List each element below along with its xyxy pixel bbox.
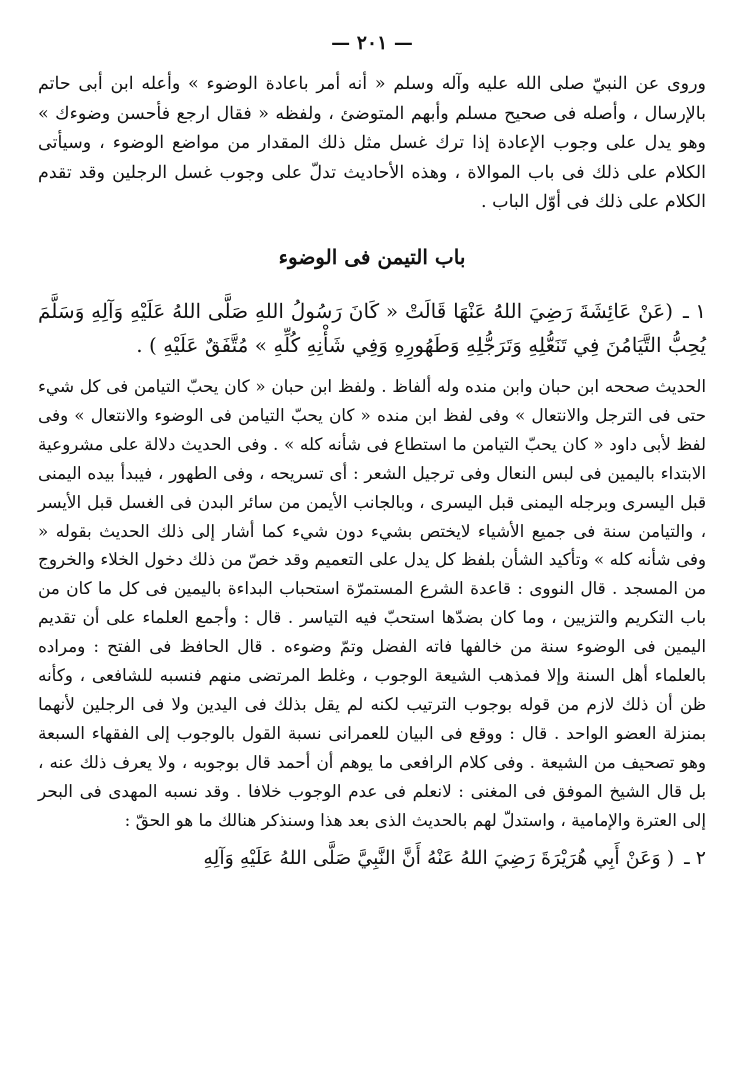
document-page [38,30,706,884]
commentary [38,372,706,835]
intro-text: وروى عن النبيّ صلى الله عليه وآله وسلم « أنه أمر باعادة الوضوء » وأعله ابن أبى حاتم بالإرسال ، وأصله فى صحيح مسلم وأبهم المتوضئ ، ولفظه « فقال ارجع فأحسن وضوءك » وهو يدل على وجوب الإعادة إذا ترك غسل مثل ذلك المقدار من مواضع الوضوء ، وسيأتى الكلام على ذلك فى باب الموالاة ، وهذه الأحاديث تدلّ على وجوب غسل الرجلين وقد تقدم الكلام على ذلك فى أوّل الباب . [38,74,706,213]
hadith-number: ١ ـ [683,298,706,323]
commentary-text: الحديث صححه ابن حبان وابن منده وله ألفاظ . ولفظ ابن حبان « كان يحبّ التيامن فى كل شيء حتى فى الترجل والانتعال » وفى لفظ ابن منده « كان يحبّ التيامن فى الوضوء والانتعال » وفى لفظ لأبى داود « كان يحبّ التيامن ما استطاع فى شأنه كله » . وفى الحديث دلالة على مشروعية الابتداء باليمين فى لبس النعال وفى ترجيل الشعر : أى تسريحه ، وفى الطهور ، فيبدأ بيده اليمنى قبل اليسرى وبرجله اليمنى قبل اليسرى ، وبالجانب الأيمن من سائر البدن فى الغسل قبل الأيسر ، والتيامن سنة فى جميع الأشياء لايختص بشيء دون شيء كما أشار إلى ذلك الحديث بقوله « وفى شأنه كله » وتأكيد الشأن بلفظ كل يدل على التعميم وقد خصّ من ذلك دخول الخلاء والخروج من المسجد . قال النووى : قاعدة الشرع المستمرّة استحباب البداءة باليمين فى كل ما كان من باب التكريم والتزيين ، وما كان بضدّها استحبّ فيه التياسر . قال : وأجمع العلماء على أن تقديم اليمين فى الوضوء سنة من خالفها فاته الفضل وتمّ وضوءه . قال الحافظ فى الفتح : ومراده بالعلماء أهل السنة وإلا فمذهب الشيعة الوجوب ، وغلط المرتضى منهم فنسبه للشافعى ، وكأنه ظن أن ذلك لازم من قوله بوجوب الترتيب لكنه لم يقل بذلك فى اليدين ولا فى الرجلين لأنهما بمنزلة العضو الواحد . قال : ووقع فى البيان للعمرانى نسبة القول بالوجوب إلى الفقهاء السبعة وهو تصحيف من الشيعة . وفى كلام الرافعى ما يوهم أن أحمد قال بوجوبه ، ولا يعرف ذلك عنه ، بل قال الشيخ الموفق فى المغنى : لانعلم فى عدم الوجوب خلافا . وقد نسبه المهدى فى البحر إلى العترة والإمامية ، واستدلّ لهم بالحديث الذى بعد هذا وسنذكر هنالك ما هو الحقّ : [38,375,706,830]
intro-paragraph [38,70,706,218]
page-number: — ٢٠١ — [331,32,413,54]
section-title: باب التيمن فى الوضوء [278,244,466,269]
hadith-2 [38,842,706,874]
hadith-text: (عَنْ عَائِشَةَ رَضِيَ اللهُ عَنْهَا قَالَتْ « كَانَ رَسُولُ اللهِ صَلَّى اللهُ عَلَيْهِ وَآلِهِ وَسَلَّمَ يُحِبُّ التَّيَامُنَ فِي تَنَعُّلِهِ وَتَرَجُّلِهِ وَطَهُورِهِ وَفِي شَأْنِهِ كُلِّهِ » مُتَّفَقٌ عَلَيْهِ ) . [38,298,706,357]
hadith-text: ( وَعَنْ أَبِي هُرَيْرَةَ رَضِيَ اللهُ عَنْهُ أَنَّ النَّبِيَّ صَلَّى اللهُ عَلَيْهِ وَآلِهِ [203,847,675,870]
hadith-number: ٢ ـ [684,847,706,870]
hadith-1 [38,294,706,362]
